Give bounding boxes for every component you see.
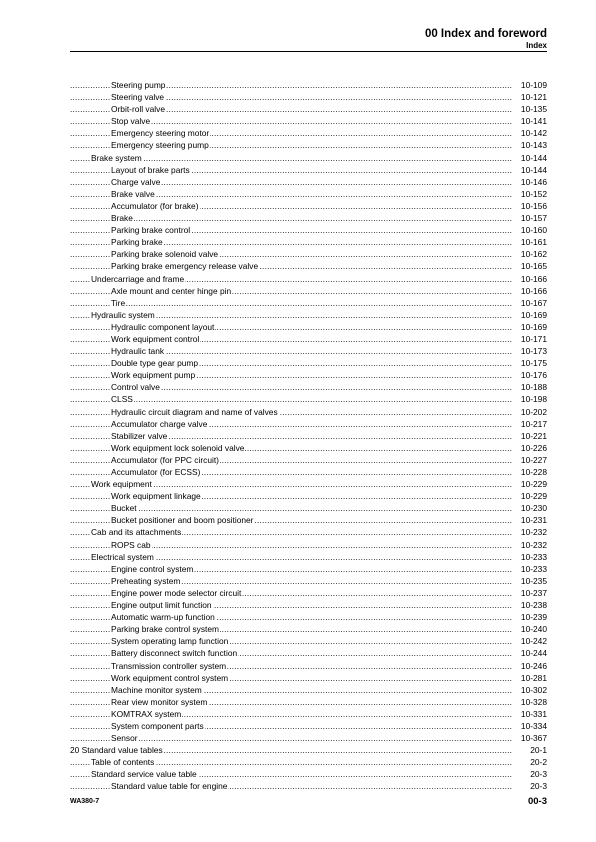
toc-entry-page: 10-143 (520, 140, 547, 151)
toc-entry[interactable] (0, 732, 596, 744)
toc-entry-label: Table of contents (91, 757, 155, 768)
toc-entry-label: Battery disconnect switch function (111, 648, 238, 659)
toc-entry-label: Parking brake control (111, 225, 191, 236)
toc-entry-page: 10-152 (520, 188, 547, 199)
toc-entry-label: Standard service value table (91, 769, 197, 780)
toc-entry[interactable] (0, 744, 596, 756)
toc-entry[interactable] (0, 780, 596, 792)
toc-entry-label: Machine monitor system (111, 684, 202, 695)
toc-entry-label: Axle mount and center hinge pin (111, 285, 232, 296)
toc-entry-page: 10-121 (520, 92, 547, 103)
page-header-subtitle: Index (526, 41, 547, 50)
toc-entry-page: 10-228 (520, 467, 547, 477)
toc-entry[interactable] (0, 672, 596, 684)
toc-entry[interactable] (0, 91, 596, 103)
toc-entry-label: Parking brake control system (111, 624, 219, 635)
toc-entry[interactable] (0, 381, 596, 393)
toc-entry-page: 10-232 (520, 539, 547, 550)
toc-entry-page: 10-169 (520, 309, 547, 320)
toc-entry-page: 10-217 (520, 418, 547, 429)
toc-entry-label: Emergency steering pump (111, 140, 209, 151)
toc-entry-label: Bucket positioner and boom positioner (111, 515, 254, 526)
toc-entry-label: Parking brake (111, 237, 163, 248)
toc-entry-page: 10-367 (520, 733, 547, 744)
toc-entry-page: 10-232 (520, 527, 547, 538)
toc-entry-page: 10-202 (520, 406, 547, 417)
toc-entry-page: 20-3 (530, 769, 547, 780)
toc-entry[interactable] (0, 321, 596, 333)
toc-entry[interactable] (0, 563, 596, 575)
toc-entry[interactable] (0, 684, 596, 696)
toc-entry-page: 10-175 (520, 358, 547, 369)
toc-entry-page: 10-244 (520, 648, 547, 659)
toc-entry[interactable] (0, 406, 596, 418)
toc-entry[interactable] (0, 176, 596, 188)
toc-entry-label: Accumulator (for PPC circuit) (111, 454, 219, 465)
toc-entry[interactable] (0, 756, 596, 768)
toc-entry-page: 10-166 (520, 285, 547, 296)
toc-entry-page: 10-109 (520, 80, 547, 90)
toc-entry[interactable] (0, 478, 596, 490)
toc-entry-page: 10-237 (520, 587, 547, 598)
footer-model-code: WA380-7 (70, 798, 100, 805)
toc-entry[interactable] (0, 647, 596, 659)
toc-entry-label: 20 Standard value tables (70, 745, 163, 756)
toc-entry-label: Work equipment control (111, 333, 200, 344)
toc-entry-label: System component parts (111, 720, 204, 731)
toc-entry[interactable] (0, 539, 596, 551)
toc-entry[interactable] (0, 285, 596, 297)
toc-entry-label: Hydraulic circuit diagram and name of valves (111, 406, 278, 417)
toc-entry[interactable] (0, 79, 596, 91)
toc-entry-label: Hydraulic tank (111, 346, 165, 357)
toc-entry-label: Cab and its attachments (91, 527, 182, 538)
toc-entry-label: Automatic warm-up function (111, 612, 215, 623)
dot-leader (70, 393, 512, 405)
toc-entry[interactable] (0, 297, 596, 309)
toc-entry-label: Work equipment pump (111, 370, 196, 381)
toc-entry-page: 10-235 (520, 575, 547, 586)
toc-entry-page: 10-146 (520, 176, 547, 187)
toc-entry-page: 20-2 (530, 757, 547, 768)
toc-entry[interactable] (0, 442, 596, 454)
toc-entry-page: 10-144 (520, 152, 547, 163)
toc-entry[interactable] (0, 393, 596, 405)
toc-entry[interactable] (0, 599, 596, 611)
dot-leader (70, 212, 512, 224)
toc-entry[interactable] (0, 660, 596, 672)
toc-entry[interactable] (0, 418, 596, 430)
toc-entry-label: Engine power mode selector circuit (111, 587, 242, 598)
toc-entry-page: 10-231 (520, 515, 547, 526)
toc-entry-label: Transmission controller system (111, 660, 227, 671)
toc-entry-page: 10-198 (520, 394, 547, 405)
toc-entry-label: Brake system (91, 152, 142, 163)
toc-entry-page: 10-157 (520, 213, 547, 224)
footer-page-number: 00-3 (527, 796, 547, 807)
toc-entry-page: 10-173 (520, 346, 547, 357)
toc-entry-label: Tire (111, 297, 126, 308)
toc-entry-page: 10-229 (520, 491, 547, 502)
toc-entry-label: Accumulator charge valve (111, 418, 208, 429)
toc-entry-label: Standard value table for engine (111, 781, 228, 792)
toc-entry-page: 10-226 (520, 442, 547, 453)
toc-entry-label: Engine output limit function (111, 600, 212, 611)
toc-entry-label: Double type gear pump (111, 358, 199, 369)
toc-entry-label: Parking brake solenoid valve (111, 249, 219, 260)
toc-entry[interactable] (0, 514, 596, 526)
toc-entry-page: 10-162 (520, 249, 547, 260)
toc-entry-page: 10-141 (520, 116, 547, 127)
toc-entry-label: Preheating system (111, 575, 181, 586)
toc-entry[interactable] (0, 430, 596, 442)
toc-entry-page: 10-161 (520, 237, 547, 248)
toc-entry[interactable] (0, 454, 596, 466)
toc-entry-label: Work equipment linkage (111, 491, 201, 502)
toc-entry-page: 10-230 (520, 503, 547, 514)
toc-entry[interactable] (0, 333, 596, 345)
toc-entry[interactable] (0, 369, 596, 381)
toc-entry-page: 10-238 (520, 600, 547, 611)
toc-entry[interactable] (0, 526, 596, 538)
toc-entry-label: Stabilizer valve (111, 430, 168, 441)
toc-entry-label: Brake valve (111, 188, 155, 199)
toc-entry-page: 10-188 (520, 382, 547, 393)
toc-entry[interactable] (0, 309, 596, 321)
toc-entry[interactable] (0, 127, 596, 139)
toc-entry[interactable] (0, 139, 596, 151)
header-divider (70, 51, 547, 52)
toc-entry-label: Steering valve (111, 92, 165, 103)
toc-entry[interactable] (0, 587, 596, 599)
toc-entry-label: ROPS cab (111, 539, 151, 550)
toc-entry[interactable] (0, 115, 596, 127)
toc-entry[interactable] (0, 248, 596, 260)
toc-entry-page: 10-302 (520, 684, 547, 695)
toc-entry-page: 10-166 (520, 273, 547, 284)
toc-entry-page: 10-142 (520, 128, 547, 139)
dot-leader (70, 297, 512, 309)
toc-entry-page: 10-171 (520, 333, 547, 344)
toc-entry-page: 10-227 (520, 454, 547, 465)
toc-entry-page: 10-169 (520, 321, 547, 332)
toc-entry-label: CLSS (111, 394, 133, 405)
page-header-title: 00 Index and foreword (424, 28, 547, 40)
toc-entry[interactable] (0, 623, 596, 635)
toc-entry-page: 10-331 (520, 708, 547, 719)
toc-entry-label: Engine control system (111, 563, 194, 574)
toc-entry[interactable] (0, 345, 596, 357)
toc-entry-label: Charge valve (111, 176, 161, 187)
toc-entry[interactable] (0, 720, 596, 732)
toc-entry[interactable] (0, 188, 596, 200)
toc-entry[interactable] (0, 260, 596, 272)
toc-entry[interactable] (0, 164, 596, 176)
toc-entry[interactable] (0, 635, 596, 647)
toc-entry-label: System operating lamp function (111, 636, 229, 647)
toc-entry-label: Accumulator (for ECSS) (111, 467, 201, 477)
toc-entry-label: Rear view monitor system (111, 696, 208, 707)
toc-entry-page: 10-167 (520, 297, 547, 308)
toc-entry[interactable] (0, 200, 596, 212)
toc-entry[interactable] (0, 768, 596, 780)
toc-entry-label: Brake (111, 213, 133, 224)
toc-entry-page: 10-233 (520, 551, 547, 562)
toc-entry-label: Sensor (111, 733, 138, 744)
toc-entry-label: Bucket (111, 503, 137, 514)
toc-entry[interactable] (0, 551, 596, 563)
toc-entry-page: 10-144 (520, 164, 547, 175)
toc-entry-page: 10-165 (520, 261, 547, 272)
toc-entry[interactable] (0, 490, 596, 502)
toc-entry-label: Emergency steering motor (111, 128, 210, 139)
toc-entry-label: Work equipment lock solenoid valve (111, 442, 245, 453)
toc-entry-label: Hydraulic system (91, 309, 155, 320)
toc-entry[interactable] (0, 212, 596, 224)
toc-entry-page: 10-242 (520, 636, 547, 647)
toc-entry-page: 20-1 (530, 745, 547, 756)
toc-entry-label: Undercarriage and frame (91, 273, 185, 284)
toc-entry-label: Stop valve (111, 116, 151, 127)
toc-entry-label: Orbit-roll valve (111, 104, 165, 115)
toc-entry[interactable] (0, 103, 596, 115)
toc-entry[interactable] (0, 611, 596, 623)
toc-entry[interactable] (0, 357, 596, 369)
toc-entry-page: 20-3 (530, 781, 547, 792)
toc-entry[interactable] (0, 696, 596, 708)
toc-entry-label: Work equipment control system (111, 672, 229, 683)
toc-entry-label: KOMTRAX system (111, 708, 182, 719)
toc-entry[interactable] (0, 224, 596, 236)
toc-entry[interactable] (0, 152, 596, 164)
toc-entry[interactable] (0, 273, 596, 285)
toc-entry[interactable] (0, 236, 596, 248)
toc-entry-label: Control valve (111, 382, 160, 393)
toc-entry[interactable] (0, 466, 596, 478)
toc-entry-page: 10-135 (520, 104, 547, 115)
toc-entry-label: Accumulator (for brake) (111, 200, 199, 211)
toc-entry-page: 10-246 (520, 660, 547, 671)
toc-entry-label: Layout of brake parts (111, 164, 190, 175)
toc-entry-label: Steering pump (111, 80, 166, 90)
toc-entry[interactable] (0, 502, 596, 514)
toc-entry-page: 10-229 (520, 479, 547, 490)
toc-entry-label: Hydraulic component layout (111, 321, 215, 332)
toc-entry-page: 10-240 (520, 624, 547, 635)
toc-entry-page: 10-221 (520, 430, 547, 441)
toc-entry-page: 10-156 (520, 200, 547, 211)
toc-entry-label: Electrical system (91, 551, 154, 562)
table-of-contents (0, 79, 596, 793)
toc-entry-page: 10-160 (520, 225, 547, 236)
toc-entry-page: 10-334 (520, 720, 547, 731)
toc-entry-page: 10-328 (520, 696, 547, 707)
toc-entry-label: Parking brake emergency release valve (111, 261, 259, 272)
toc-entry-label: Work equipment (91, 479, 152, 490)
toc-entry-page: 10-239 (520, 612, 547, 623)
toc-entry[interactable] (0, 708, 596, 720)
toc-entry-page: 10-281 (520, 672, 547, 683)
toc-entry[interactable] (0, 575, 596, 587)
toc-entry-page: 10-233 (520, 563, 547, 574)
toc-entry-page: 10-176 (520, 370, 547, 381)
